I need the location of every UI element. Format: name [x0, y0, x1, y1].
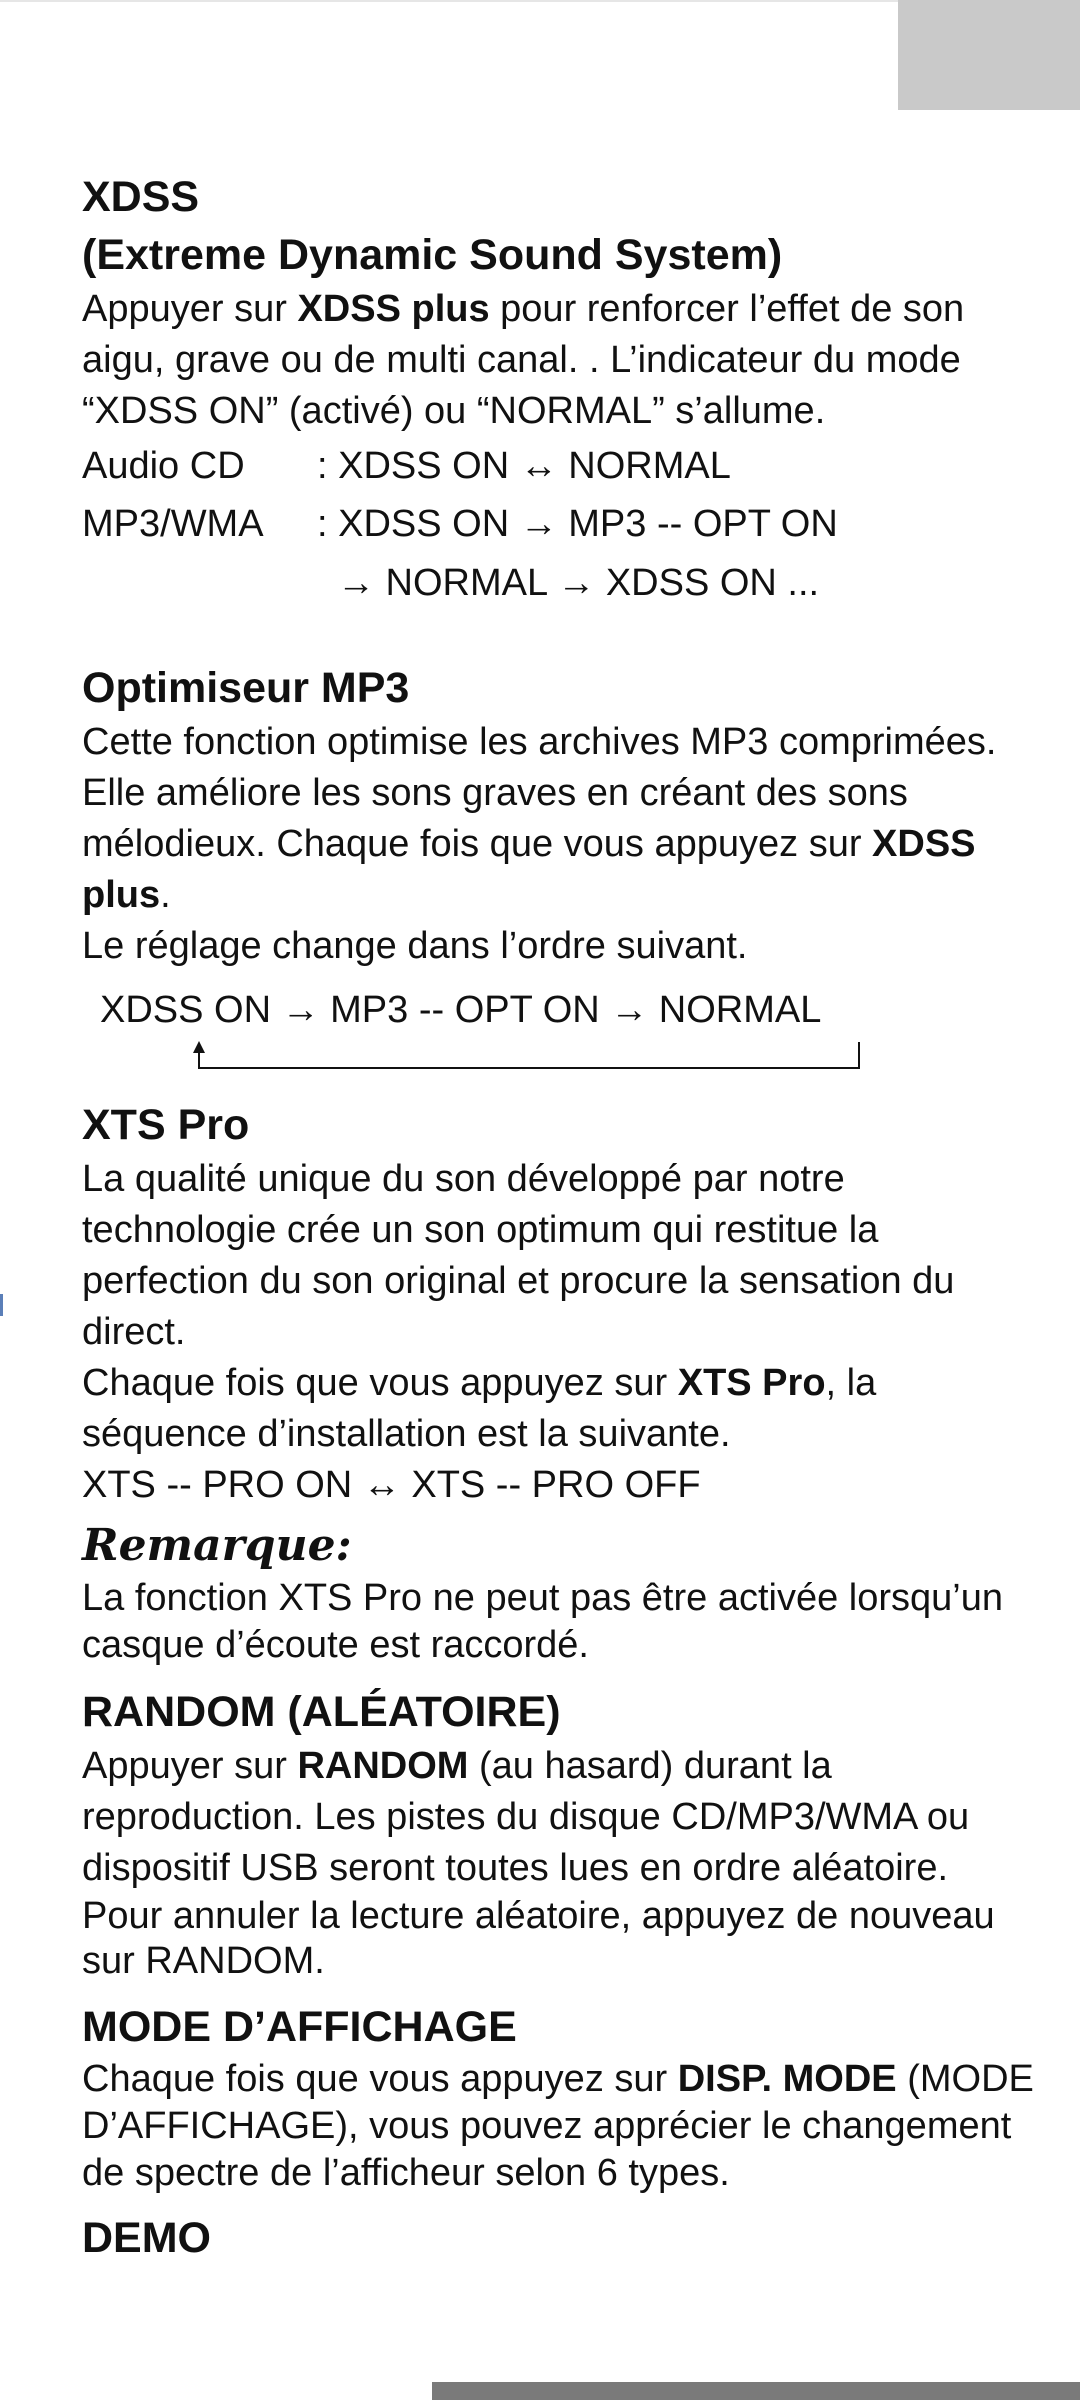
page-corner-tab [898, 0, 1080, 110]
display-title: MODE D’AFFICHAGE [82, 2003, 517, 2051]
mp3-cycle-diagram [82, 984, 1042, 1074]
section-random [82, 1683, 1042, 1984]
section-demo [82, 2209, 1042, 2267]
bottom-bar [432, 2382, 1080, 2400]
edge-mark [0, 1294, 3, 1316]
demo-title: DEMO [82, 2214, 211, 2262]
xdss-title: XDSS [82, 173, 200, 221]
remark-text: La fonction XTS Pro ne peut pas être activée lorsqu’un casque d’écoute est raccordé. [82, 1577, 1003, 1666]
remark-title: Remarque: [82, 1520, 352, 1571]
manual-page-content [82, 168, 1042, 2267]
random-title: RANDOM (ALÉATOIRE) [82, 1688, 561, 1736]
random-paragraph-1: Appuyer sur RANDOM (au hasard) durant la reproduction. Les pistes du disque CD/MP3/WMA ou dispositif USB seront toutes lues en ordre aléatoire. [82, 1745, 970, 1889]
section-xts-pro [82, 1096, 1042, 1511]
random-paragraph-2: Pour annuler la lecture aléatoire, appuyez de nouveau sur RANDOM. [82, 1895, 995, 1982]
section-mp3-optimizer [82, 659, 1042, 1074]
section-remark [82, 1517, 1042, 1669]
mp3-title: Optimiseur MP3 [82, 664, 410, 712]
section-xdss [82, 168, 1042, 613]
mp3-paragraph: Cette fonction optimise les archives MP3 comprimées. Elle améliore les sons graves en créant des sons mélodieux. Chaque fois que vous appuyez sur XDSS plus. [82, 721, 997, 916]
top-border [0, 0, 898, 2]
mp3-paragraph-2: Le réglage change dans l’ordre suivant. [82, 925, 748, 967]
xdss-subtitle: (Extreme Dynamic Sound System) [82, 231, 783, 279]
display-paragraph: Chaque fois que vous appuyez sur DISP. MODE (MODE D’AFFICHAGE), vous pouvez apprécier le changement de spectre de l’afficheur selon 6 types. [82, 2058, 1034, 2194]
xdss-row-continuation: → NORMAL → XDSS ON ... [337, 562, 820, 604]
mp3-cycle-text: XDSS ON → MP3 -- OPT ON → NORMAL [100, 989, 822, 1031]
xdss-row-mp3-wma: MP3/WMA : XDSS ON → MP3 -- OPT ON [82, 503, 838, 545]
xdss-paragraph: Appuyer sur XDSS plus pour renforcer l’effet de son aigu, grave ou de multi canal. . L’indicateur du mode “XDSS ON” (activé) ou “NORMAL” s’allume. [82, 288, 965, 432]
section-display-mode [82, 1998, 1042, 2197]
xts-paragraph-1: La qualité unique du son développé par notre technologie crée un son optimum qui restitue la perfection du son original et procure la sensation du direct. [82, 1158, 955, 1353]
xts-title: XTS Pro [82, 1101, 250, 1149]
xts-paragraph-2: Chaque fois que vous appuyez sur XTS Pro, la séquence d’installation est la suivante. [82, 1362, 877, 1455]
xts-sequence: XTS -- PRO ON ↔ XTS -- PRO OFF [82, 1464, 701, 1506]
cycle-return-arrow [82, 984, 1042, 1074]
xdss-row-audio-cd: Audio CD : XDSS ON ↔ NORMAL [82, 445, 731, 487]
